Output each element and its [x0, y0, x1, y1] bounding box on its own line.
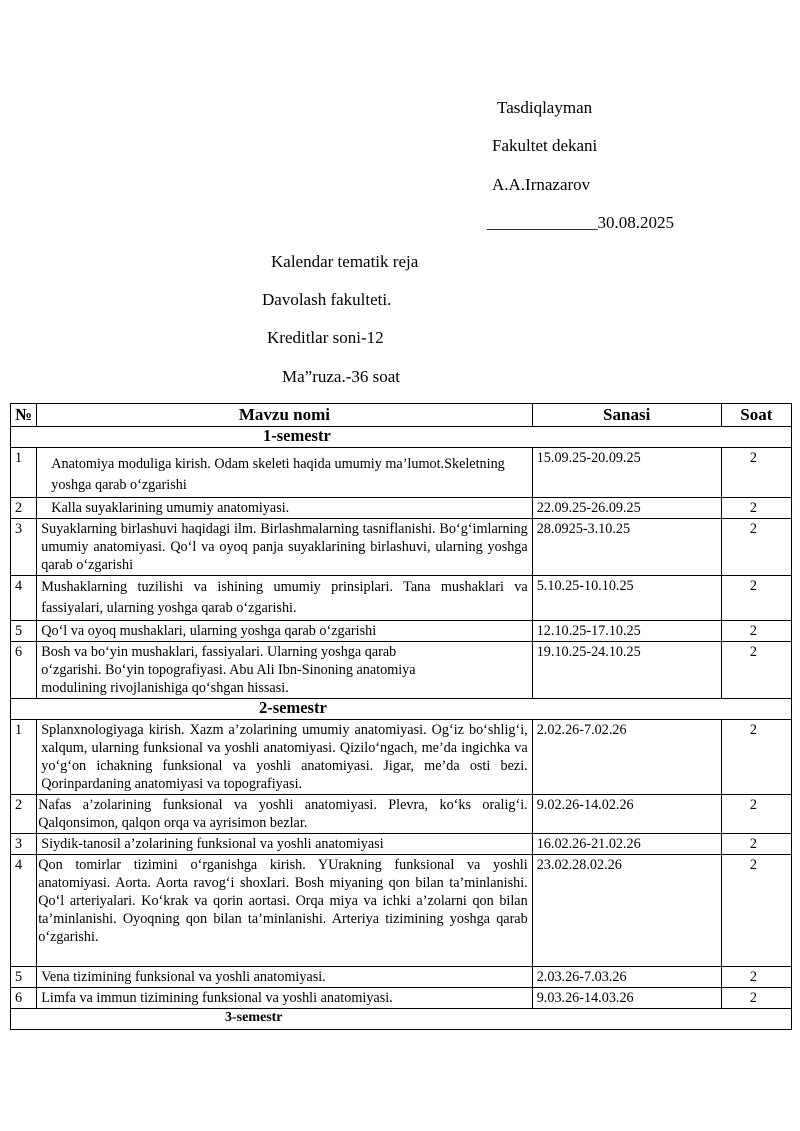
row-topic: Splanxnologiyaga kirish. Xazm a’zolarining umumiy anatomiyasi. Og‘iz bo‘shlig‘i, xalqum, ularning funksional va yoshli anatomiyasi. Qizilo‘ngach, me’da ingichka va yo‘g‘on ichakning funksional va yoshli anatomiyasi. Jigar, me’da osti bezi. Qorinpardaning anatomiyasi va topografiyasi. [37, 720, 532, 795]
row-number: 6 [11, 988, 37, 1009]
semester-row [11, 1009, 792, 1030]
row-date: 2.03.26-7.03.26 [532, 967, 721, 988]
row-date: 28.0925-3.10.25 [532, 519, 721, 576]
table-row [11, 795, 792, 834]
semester-label: 3-semestr [225, 1010, 283, 1025]
faculty-name: Davolash fakulteti. [262, 290, 392, 309]
semester-label: 1-semestr [263, 426, 331, 445]
calendar-table [10, 403, 792, 1030]
column-header-topic: Mavzu nomi [37, 404, 532, 427]
row-topic: Qo‘l va oyoq mushaklari, ularning yoshga qarab o‘zgarishi [37, 621, 532, 642]
row-hours: 2 [721, 855, 791, 967]
semester-row [11, 699, 792, 720]
row-number: 2 [11, 795, 37, 834]
row-hours: 2 [721, 642, 791, 699]
approval-date: 30.08.2025 [597, 213, 674, 232]
table-row [11, 621, 792, 642]
row-number: 3 [11, 834, 37, 855]
row-date: 23.02.28.02.26 [532, 855, 721, 967]
semester-cell [11, 1009, 792, 1030]
page-title: Kalendar tematik reja [271, 252, 419, 271]
credits-count: Kreditlar soni-12 [267, 328, 384, 347]
row-hours: 2 [721, 967, 791, 988]
row-topic: Anatomiya moduliga kirish. Odam skeleti haqida umumiy ma’lumot.Skeletning yoshga qarab o‘zgarishi [37, 448, 532, 498]
row-hours: 2 [721, 621, 791, 642]
approval-line-3: A.A.Irnazarov [492, 175, 591, 194]
column-header-hours: Soat [721, 404, 791, 427]
row-hours: 2 [721, 795, 791, 834]
semester-row [11, 427, 792, 448]
row-hours: 2 [721, 519, 791, 576]
row-number: 1 [11, 448, 37, 498]
lecture-hours: Ma”ruza.-36 soat [282, 367, 401, 386]
row-number: 5 [11, 621, 37, 642]
row-number: 5 [11, 967, 37, 988]
row-date: 16.02.26-21.02.26 [532, 834, 721, 855]
row-topic: Kalla suyaklarining umumiy anatomiyasi. [37, 498, 532, 519]
table-row [11, 498, 792, 519]
semester-cell [11, 699, 792, 720]
approval-line-1: Tasdiqlayman [497, 98, 593, 117]
row-number: 1 [11, 720, 37, 795]
row-number: 4 [11, 855, 37, 967]
row-number: 6 [11, 642, 37, 699]
row-hours: 2 [721, 720, 791, 795]
row-topic: Siydik-tanosil a’zolarining funksional va yoshli anatomiyasi [37, 834, 532, 855]
table-row [11, 576, 792, 621]
row-topic: Nafas a’zolarining funksional va yoshli anatomiyasi. Plevra, ko‘ks oralig‘i. Qalqonsimon, qalqon orqa va ayrisimon bezlar. [37, 795, 532, 834]
row-date: 22.09.25-26.09.25 [532, 498, 721, 519]
table-row [11, 988, 792, 1009]
row-topic: Vena tizimining funksional va yoshli anatomiyasi. [37, 967, 532, 988]
row-number: 4 [11, 576, 37, 621]
row-hours: 2 [721, 576, 791, 621]
table-row [11, 720, 792, 795]
signature-blank: _____________ [487, 213, 598, 232]
table-row [11, 642, 792, 699]
row-number: 3 [11, 519, 37, 576]
column-header-number: № [11, 404, 37, 427]
table-row [11, 967, 792, 988]
row-date: 5.10.25-10.10.25 [532, 576, 721, 621]
row-date: 9.02.26-14.02.26 [532, 795, 721, 834]
row-date: 19.10.25-24.10.25 [532, 642, 721, 699]
row-date: 9.03.26-14.03.26 [532, 988, 721, 1009]
row-topic: Bosh va bo‘yin mushaklari, fassiyalari. Ularning yoshga qarab o‘zgarishi. Bo‘yin topografiyasi. Abu Ali Ibn-Sinoning anatomiya modulining rivojlanishiga qo‘shgan hissasi. [37, 642, 532, 699]
row-topic: Qon tomirlar tizimini o‘rganishga kirish. YUrakning funksional va yoshli anatomiyasi. Aorta. Aorta ravog‘i shoxlari. Bosh miyaning qon bilan ta’minlanishi. Qo‘l arteriyalari. Ko‘krak va qorin aortasi. Orqa miya va ichki a’zolarni qon bilan ta’minlanishi. Oyoqning qon bilan ta’minlanishi. Arteriya tizimining yoshga qarab o‘zgarishi. [37, 855, 532, 967]
row-date: 12.10.25-17.10.25 [532, 621, 721, 642]
row-hours: 2 [721, 988, 791, 1009]
row-hours: 2 [721, 834, 791, 855]
table-row [11, 519, 792, 576]
table-row [11, 448, 792, 498]
row-hours: 2 [721, 498, 791, 519]
table-row [11, 834, 792, 855]
semester-label: 2-semestr [259, 698, 327, 717]
row-topic: Mushaklarning tuzilishi va ishining umumiy prinsiplari. Tana mushaklari va fassiyalari, ularning yoshga qarab o‘zgarishi. [37, 576, 532, 621]
semester-cell [11, 427, 792, 448]
table-row [11, 855, 792, 967]
column-header-date: Sanasi [532, 404, 721, 427]
approval-signature-date [487, 213, 674, 233]
row-number: 2 [11, 498, 37, 519]
row-date: 15.09.25-20.09.25 [532, 448, 721, 498]
table-header-row [11, 404, 792, 427]
row-hours: 2 [721, 448, 791, 498]
row-topic: Suyaklarning birlashuvi haqidagi ilm. Birlashmalarning tasniflanishi. Bo‘g‘imlarning umumiy anatomiyasi. Qo‘l va oyoq panja suyaklarining birlashuvi, ularning yoshga qarab o‘zgarishi [37, 519, 532, 576]
row-topic: Limfa va immun tizimining funksional va yoshli anatomiyasi. [37, 988, 532, 1009]
approval-line-2: Fakultet dekani [492, 136, 598, 155]
row-date: 2.02.26-7.02.26 [532, 720, 721, 795]
